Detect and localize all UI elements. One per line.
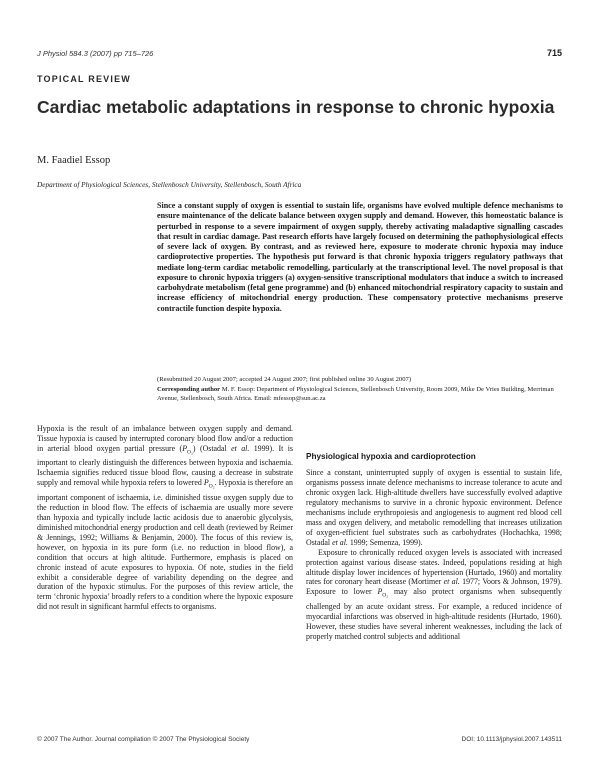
page-number: 715: [546, 48, 562, 58]
corresponding-author-details: M. F. Essop: Department of Physiological Sciences, Stellenbosch University, Room 2009, Mike De Vries Building, Merriman Avenue, Stellenbosch, South Africa. Email: mfessop@sun.ac.za: [157, 386, 554, 402]
article-title: Cardiac metabolic adaptations in response to chronic hypoxia: [37, 97, 555, 117]
corresponding-author-label: Corresponding author: [157, 386, 221, 393]
left-paragraph: Hypoxia is the result of an imbalance between oxygen supply and demand. Tissue hypoxia is caused by interrupted coronary blood flow and/or a reduction in arterial blood oxygen partial pressure $(P_{O_2})$ (Ostadal et al. 1999). It is important to clearly distinguish the differences between hypoxia and ischaemia. Ischaemia signifies reduced tissue blood flow, causing a decrease in substrate supply and removal while hypoxia refers to lowered $P_{O_2}$. Hypoxia is therefore an important component of ischaemia, i.e. diminished tissue oxygen supply due to the reduction in blood flow. The effects of ischaemia are usually more severe than hypoxia and typically include lactic acidosis due to anaerobic glycolysis, diminished mitochondrial energy production and cell death (reviewed by Reimer & Jennings, 1992; Williams & Benjamin, 2000). The focus of this review is, however, on hypoxia in its pure form (i.e. no reduction in blood flow), a condition that occurs at high altitude. Furthermore, emphasis is placed on chronic instead of acute exposures to hypoxia. Of note, studies in the field exhibit a considerable degree of variability depending on the degree and duration of the hypoxic stimulus. For the purposes of this review article, the term ‘chronic hypoxia’ broadly refers to a condition where the hypoxic exposure did not result in significant harmful effects to organisms.: [37, 424, 293, 612]
left-column: [37, 424, 293, 612]
right-paragraph-1: Since a constant, uninterrupted supply of oxygen is essential to sustain life, organisms possess innate defence mechanisms to increase tolerance to acute and chronic oxygen lack. High-altitude dwellers have successfully evolved adaptive regulatory mechanisms to survive in a chronic hypoxic environment. Defence mechanisms include erythropoiesis and angiogenesis to augment red blood cell mass and oxygen delivery, and metabolic remodelling that increases utilization of oxygen-efficient fuel substrates such as carbohydrates (Hochachka, 1998; Ostadal et al. 1999; Semenza, 1999).: [306, 468, 562, 547]
author-name: M. Faadiel Essop: [37, 155, 111, 166]
section-label: TOPICAL REVIEW: [37, 74, 131, 84]
submission-dates: (Resubmitted 20 August 2007; accepted 24 August 2007; first published online 30 August 2007): [157, 376, 412, 383]
footer-doi: DOI: 10.1113/jphysiol.2007.143511: [461, 736, 562, 743]
right-column: [306, 468, 562, 642]
abstract: Since a constant supply of oxygen is essential to sustain life, organisms have evolved multiple defence mechanisms to ensure maintenance of the delicate balance between oxygen supply and demand. However, this homeostatic balance is perturbed in response to a severe impairment of oxygen supply, thereby activating maladaptive signalling cascades that result in cardiac damage. Past research efforts have largely focused on determining the pathophysiological effects of severe lack of oxygen. By contrast, and as reviewed here, exposure to moderate chronic hypoxia may induce cardioprotective properties. The hypothesis put forward is that chronic hypoxia triggers regulatory pathways that mediate long-term cardiac metabolic remodelling, particularly at the transcriptional level. The novel proposal is that exposure to chronic hypoxia triggers (a) oxygen-sensitive transcriptional modulators that induce a switch to increased carbohydrate metabolism (fetal gene programme) and (b) enhanced mitochondrial respiratory capacity to sustain and increase efficiency of mitochondrial energy production. These compensatory protective mechanisms preserve contractile function despite hypoxia.: [157, 201, 563, 313]
right-paragraph-2: Exposure to chronically reduced oxygen levels is associated with increased protection against various disease states. Indeed, populations residing at high altitude display lower incidences of hypertension (Hurtado, 1960) and mortality rates for coronary heart disease (Mortimer et al. 1977; Voors & Johnson, 1979). Exposure to lower $P_{O_2}$ may also protect organisms when subsequently challenged by an acute oxidant stress. For example, a reduced incidence of myocardial infarctions was observed in high-altitude residents (Hurtado, 1960). However, these studies have several inherent weaknesses, including the lack of properly matched control subjects and additional: [306, 547, 562, 641]
corresponding-author: [157, 385, 567, 403]
journal-reference: J Physiol 584.3 (2007) pp 715–726: [37, 49, 154, 58]
footer-copyright: © 2007 The Author. Journal compilation © 2007 The Physiological Society: [37, 736, 250, 743]
section-heading: Physiological hypoxia and cardioprotection: [306, 452, 476, 461]
author-affiliation: Department of Physiological Sciences, Stellenbosch University, Stellenbosch, South Africa: [37, 180, 302, 189]
